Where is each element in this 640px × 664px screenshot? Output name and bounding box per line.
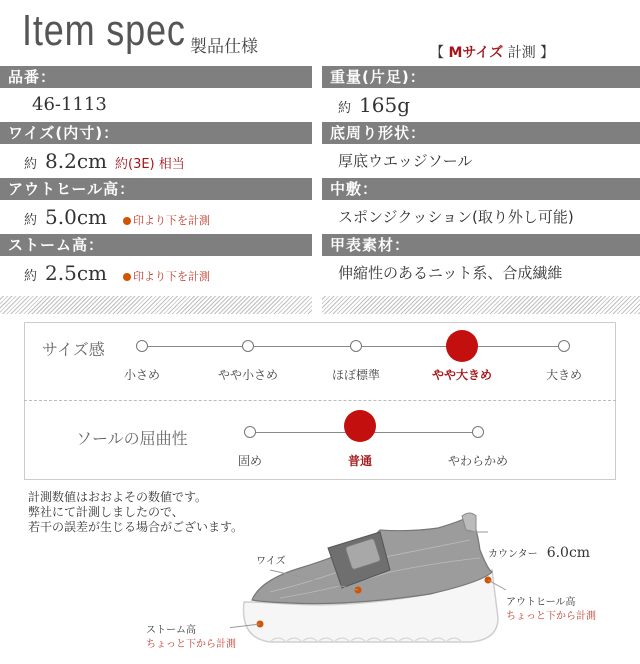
size-feel-marker-0	[136, 340, 148, 352]
size-feel-marker-4	[558, 340, 570, 352]
spec-label-upper-material: 甲表素材：	[322, 234, 640, 256]
spec-label-item-number: 品番：	[0, 66, 312, 88]
panel-divider	[24, 400, 616, 401]
size-feel-option: 大きめ	[545, 368, 582, 382]
storm-callout	[146, 624, 236, 652]
sole-flex-option: 固め	[237, 454, 262, 468]
size-feel-option: ほぼ標準	[331, 368, 380, 382]
page-title: Item spec	[22, 6, 186, 55]
sole-flex-label: ソールの屈曲性	[76, 429, 188, 448]
spec-value-outheel: 約 5.0cm 印より下を計測	[24, 205, 210, 229]
size-feel-label: サイズ感	[42, 340, 105, 359]
measurement-size-note: 【 Mサイズ 計測 】	[430, 45, 555, 61]
spec-value-upper-material: 伸縮性のあるニット系、合成繊維	[338, 264, 563, 282]
spec-label-sole-shape: 底周り形状：	[322, 122, 640, 144]
counter-label: カウンター	[488, 549, 538, 560]
spec-label-outheel: アウトヒール高：	[0, 178, 312, 200]
spec-value-insole: スポンジクッション(取り外し可能)	[338, 208, 574, 226]
shoe-illustration	[230, 510, 530, 655]
width-equivalent-note: 約(3E) 相当	[115, 157, 185, 172]
sole-flex-marker-2	[472, 426, 484, 438]
sole-flex-option-selected: 普通	[347, 454, 372, 468]
outheel-callout	[506, 596, 596, 624]
size-feel-option: やや小さめ	[217, 368, 278, 382]
spec-value-width: 約 8.2cm 約(3E) 相当	[24, 149, 185, 173]
stripe-divider	[322, 296, 640, 314]
sole-flex-option: やわらかめ	[447, 454, 508, 468]
storm-note: 印より下を計測	[123, 270, 210, 283]
orange-dot-icon	[123, 217, 131, 225]
sole-flex-marker-0	[244, 426, 256, 438]
orange-dot-icon	[123, 273, 131, 281]
spec-label-insole: 中敷：	[322, 178, 640, 200]
counter-value: 6.0cm	[546, 545, 591, 561]
page-subtitle: 製品仕様	[190, 37, 258, 57]
spec-value-storm: 約 2.5cm 印より下を計測	[24, 261, 210, 285]
outheel-note: 印より下を計測	[123, 214, 210, 227]
stripe-divider	[0, 296, 312, 314]
storm-label: ストーム高	[146, 625, 196, 636]
spec-column-right	[322, 66, 640, 314]
spec-value-item-number: 46-1113	[32, 94, 107, 115]
size-feel-selected-marker	[446, 330, 478, 362]
spec-label-storm: ストーム高：	[0, 234, 312, 256]
wise-label: ワイズ	[256, 556, 286, 567]
spec-label-weight: 重量(片足)：	[322, 66, 640, 88]
size-feel-marker-1	[242, 340, 254, 352]
size-feel-option-selected: やや大きめ	[431, 368, 492, 382]
outheel-measure-note: ちょっと下から計測	[506, 611, 596, 622]
spec-value-sole-shape: 厚底ウエッジソール	[338, 152, 473, 170]
spec-column-left	[0, 66, 312, 314]
counter-callout	[488, 542, 590, 561]
size-feel-marker-2	[350, 340, 362, 352]
storm-measure-note: ちょっと下から計測	[146, 639, 236, 650]
size-feel-option: 小さめ	[123, 368, 160, 382]
outheel-label: アウトヒール高	[506, 597, 576, 608]
spec-label-width: ワイズ(内寸)：	[0, 122, 312, 144]
measurement-disclaimer: 計測数値はおおよその数値です。 弊社にて計測しましたので、 若干の誤差が生じる場合がございます。	[28, 490, 244, 534]
sole-flex-selected-marker	[344, 410, 376, 442]
msize-highlight: Mサイズ	[448, 45, 504, 61]
column-gap	[312, 66, 322, 312]
spec-value-weight: 約 165g	[338, 93, 410, 117]
